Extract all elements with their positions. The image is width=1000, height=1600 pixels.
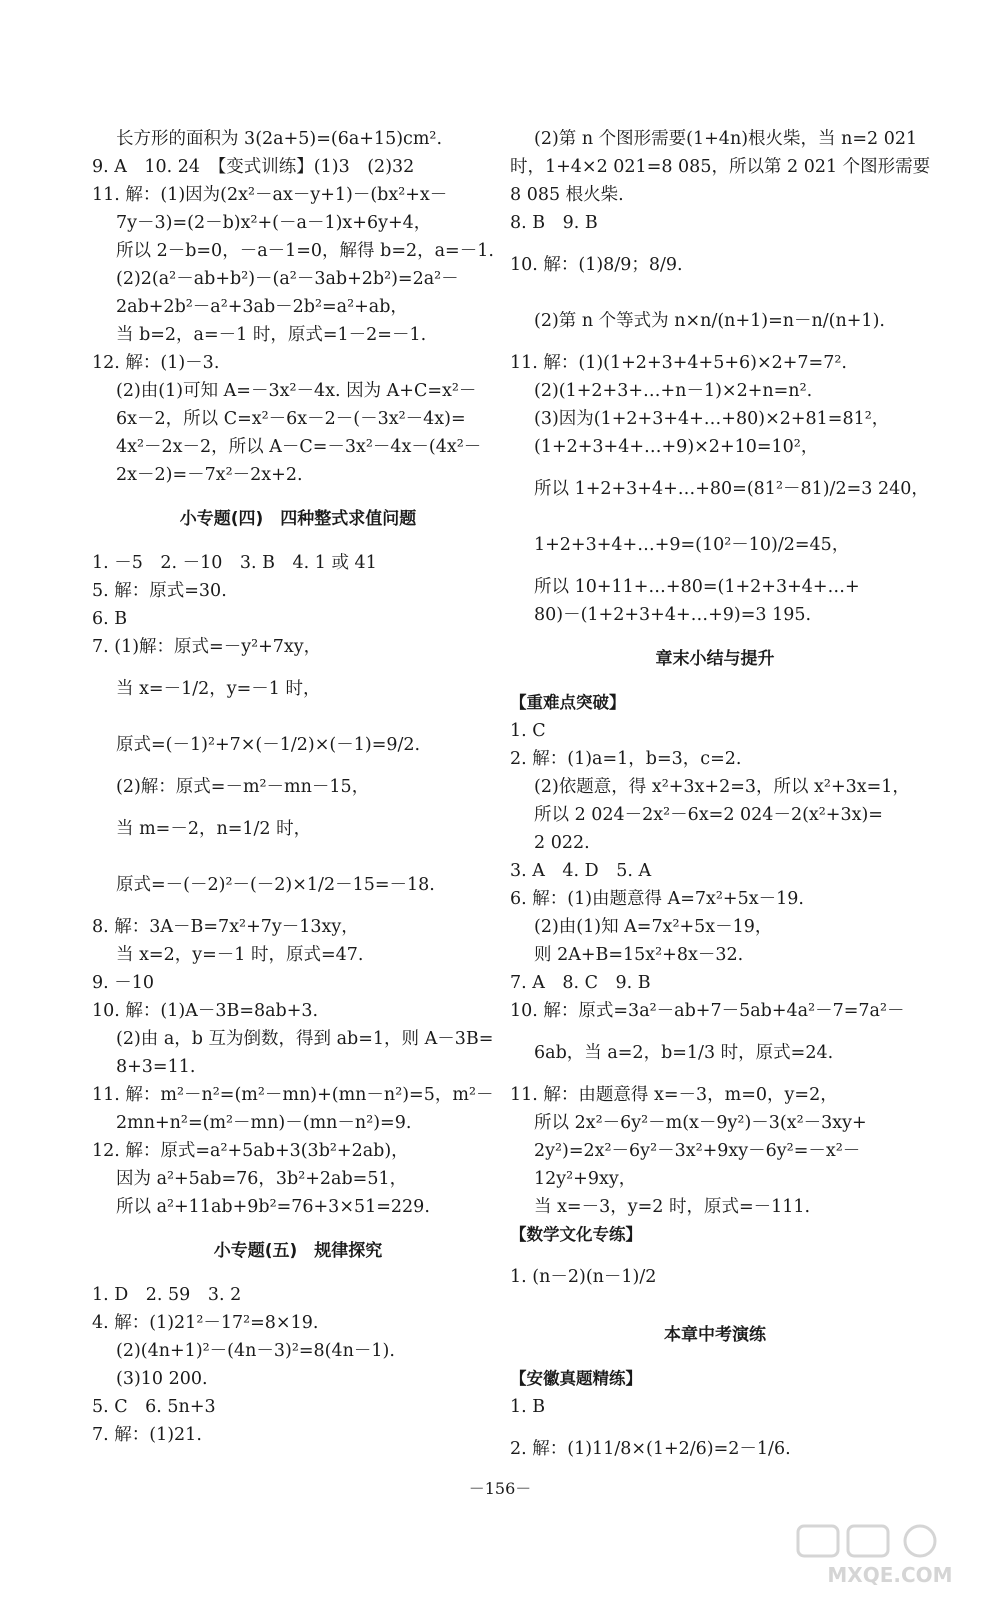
answer-line: (2)(4n+1)²－(4n－3)²=8(4n－1). bbox=[116, 1341, 395, 1361]
answer-line: 当 x=－1/2，y=－1 时， bbox=[116, 679, 321, 699]
answer-line: 2y²)=2x²－6y²－3x²+9xy－6y²=－x²－ bbox=[534, 1141, 861, 1161]
answer-line: 2. 解：(1)11/8×(1+2/6)=2－1/6. bbox=[510, 1439, 791, 1459]
subsection-tag: 【安徽真题精练】 bbox=[510, 1369, 642, 1388]
answer-line: 7y－3)=(2－b)x²+(－a－1)x+6y+4， bbox=[116, 213, 432, 233]
answer-line: (2)2(a²－ab+b²)－(a²－3ab+2b²)=2a²－ bbox=[116, 269, 459, 289]
answer-line: 2. 解：(1)a=1，b=3，c=2. bbox=[510, 749, 742, 769]
watermark-text: MXQE.COM bbox=[827, 1563, 953, 1587]
answer-line: 1+2+3+4+…+9=(10²－10)/2=45， bbox=[534, 535, 850, 555]
answer-line: 11. 解：由题意得 x=－3，m=0，y=2， bbox=[510, 1085, 838, 1105]
answer-line: 所以 2－b=0，－a－1=0，解得 b=2，a=－1. bbox=[116, 241, 494, 261]
answer-line: 7. A 8. C 9. B bbox=[510, 973, 651, 993]
answer-line: (3)10 200. bbox=[116, 1369, 208, 1389]
answer-line: 原式=(－1)²+7×(－1/2)×(－1)=9/2. bbox=[116, 735, 421, 755]
left-column bbox=[92, 125, 504, 1449]
answer-line: 11. 解：m²－n²=(m²－mn)+(mn－n²)=5，m²－ bbox=[92, 1085, 494, 1105]
answer-line: 11. 解：(1)(1+2+3+4+5+6)×2+7=7². bbox=[510, 353, 847, 373]
answer-line: 2mn+n²=(m²－mn)－(mn－n²)=9. bbox=[116, 1113, 412, 1133]
answer-line: 1. B bbox=[510, 1397, 546, 1417]
subsection-tag: 【数学文化专练】 bbox=[510, 1225, 642, 1244]
answer-line: 所以 2x²－6y²－m(x－9y²)－3(x²－3xy+ bbox=[534, 1113, 867, 1133]
subsection-tag: 【重难点突破】 bbox=[510, 693, 626, 712]
answer-line: 1. D 2. 59 3. 2 bbox=[92, 1285, 242, 1305]
answer-line: 80)－(1+2+3+4+…+9)=3 195. bbox=[534, 605, 812, 625]
answer-line: 7. (1)解：原式=－y²+7xy， bbox=[92, 637, 322, 657]
answer-line: (1+2+3+4+…+9)×2+10=10²， bbox=[534, 437, 819, 457]
answer-line: (2)依题意，得 x²+3x+2=3，所以 x²+3x=1， bbox=[534, 777, 910, 797]
answer-line: 5. C 6. 5n+3 bbox=[92, 1397, 216, 1417]
answer-line: 1. (n－2)(n－1)/2 bbox=[510, 1267, 657, 1287]
answer-line: 6ab，当 a=2，b=1/3 时，原式=24. bbox=[534, 1043, 834, 1063]
answer-line: 8+3=11. bbox=[116, 1057, 196, 1077]
answer-line: 3. A 4. D 5. A bbox=[510, 861, 652, 881]
answer-line: 10. 解：(1)A－3B=8ab+3. bbox=[92, 1001, 319, 1021]
answer-line: (2)(1+2+3+…+n－1)×2+n=n². bbox=[534, 381, 813, 401]
answer-line: 所以 2 024－2x²－6x=2 024－2(x²+3x)= bbox=[534, 805, 883, 825]
answer-line: 4x²－2x－2，所以 A－C=－3x²－4x－(4x²－ bbox=[116, 437, 482, 457]
watermark-logo bbox=[790, 1520, 990, 1590]
answer-line: 6x－2，所以 C=x²－6x－2－(－3x²－4x)= bbox=[116, 409, 466, 429]
answer-line: 11. 解：(1)因为(2x²－ax－y+1)－(bx²+x－ bbox=[92, 185, 448, 205]
answer-line: 所以 1+2+3+4+…+80=(81²－81)/2=3 240， bbox=[534, 479, 929, 499]
answer-line: 9. A 10. 24 【变式训练】(1)3 (2)32 bbox=[92, 157, 415, 177]
answer-line: (2)由 a，b 互为倒数，得到 ab=1，则 A－3B= bbox=[116, 1029, 494, 1049]
answer-line: 当 b=2，a=－1 时，原式=1－2=－1. bbox=[116, 325, 427, 345]
answer-line: 8. B 9. B bbox=[510, 213, 598, 233]
answer-line: 时，1+4×2 021=8 085，所以第 2 021 个图形需要 bbox=[510, 157, 931, 177]
answer-line: 12. 解：原式=a²+5ab+3(3b²+2ab)， bbox=[92, 1141, 409, 1161]
answer-line: 10. 解：(1)8/9；8/9. bbox=[510, 255, 683, 275]
answer-line: 2 022. bbox=[534, 833, 590, 853]
answer-line: 8 085 根火柴. bbox=[510, 185, 624, 205]
answer-line: (2)由(1)可知 A=－3x²－4x. 因为 A+C=x²－ bbox=[116, 381, 477, 401]
answer-line: 9. －10 bbox=[92, 973, 155, 993]
answer-line: 当 x=－3，y=2 时，原式=－111. bbox=[534, 1197, 811, 1217]
page-number: －156－ bbox=[468, 1479, 532, 1498]
section-heading: 小专题(四) 四种整式求值问题 bbox=[179, 509, 417, 529]
answer-line: 原式=－(－2)²－(－2)×1/2－15=－18. bbox=[116, 875, 435, 895]
answer-line: (2)解：原式=－m²－mn－15， bbox=[116, 777, 370, 797]
answer-line: 6. 解：(1)由题意得 A=7x²+5x－19. bbox=[510, 889, 804, 909]
answer-line: 长方形的面积为 3(2a+5)=(6a+15)cm². bbox=[116, 129, 443, 149]
answer-line: (2)第 n 个图形需要(1+4n)根火柴，当 n=2 021 bbox=[534, 129, 918, 149]
answer-line: 则 2A+B=15x²+8x－32. bbox=[534, 945, 744, 965]
answer-line: 当 x=2，y=－1 时，原式=47. bbox=[116, 945, 364, 965]
answer-line: 所以 a²+11ab+9b²=76+3×51=229. bbox=[116, 1197, 430, 1217]
section-heading: 本章中考演练 bbox=[664, 1325, 766, 1345]
answer-line: 6. B bbox=[92, 609, 128, 629]
section-heading: 章末小结与提升 bbox=[655, 649, 775, 669]
answer-line: (2)由(1)知 A=7x²+5x－19， bbox=[534, 917, 773, 937]
answer-line: 12y²+9xy， bbox=[534, 1169, 637, 1189]
answer-line: 8. 解：3A－B=7x²+7y－13xy， bbox=[92, 917, 359, 937]
answer-line: 因为 a²+5ab=76，3b²+2ab=51， bbox=[116, 1169, 408, 1189]
answer-line: (2)第 n 个等式为 n×n/(n+1)=n－n/(n+1). bbox=[534, 311, 885, 331]
answer-line: 当 m=－2，n=1/2 时， bbox=[116, 819, 312, 839]
answer-line: 4. 解：(1)21²－17²=8×19. bbox=[92, 1313, 319, 1333]
answer-line: 7. 解：(1)21. bbox=[92, 1425, 202, 1445]
answer-line: 10. 解：原式=3a²－ab+7－5ab+4a²－7=7a²－ bbox=[510, 1001, 905, 1021]
answer-line: 12. 解：(1)－3. bbox=[92, 353, 220, 373]
answer-line: 1. －5 2. －10 3. B 4. 1 或 41 bbox=[92, 553, 377, 573]
answer-line: 1. C bbox=[510, 721, 546, 741]
right-column bbox=[510, 125, 931, 1477]
answer-line: 所以 10+11+…+80=(1+2+3+4+…+ bbox=[534, 577, 860, 597]
watermark-icon bbox=[790, 1520, 990, 1590]
section-heading: 小专题(五) 规律探究 bbox=[213, 1241, 383, 1261]
answer-line: (3)因为(1+2+3+4+…+80)×2+81=81²， bbox=[534, 409, 890, 429]
answer-line: 2x－2)=－7x²－2x+2. bbox=[116, 465, 303, 485]
answer-line: 5. 解：原式=30. bbox=[92, 581, 227, 601]
answer-line: 2ab+2b²－a²+3ab－2b²=a²+ab， bbox=[116, 297, 408, 317]
